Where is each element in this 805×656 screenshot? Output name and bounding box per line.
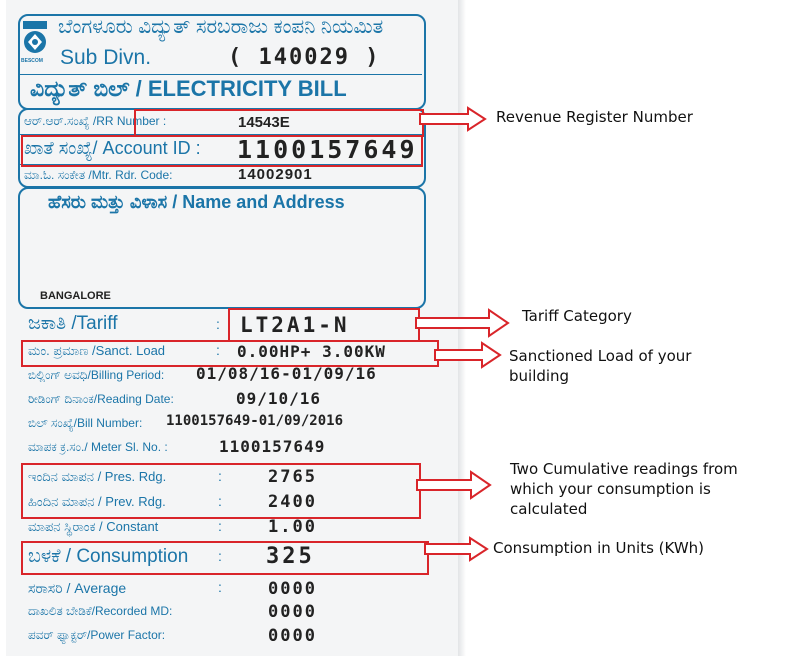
billing-period-value: 01/08/16-01/09/16 (196, 364, 377, 383)
recorded-md-value: 0000 (268, 602, 317, 622)
average-label: ಸರಾಸರಿ / Average (28, 580, 127, 596)
billing-period-label: ಬಿಲ್ಲಿಂಗ್ ಅವಧಿ/Billing Period: (28, 368, 165, 382)
bill-title-kannada: ವಿದ್ಯುತ್ ಬಿಲ್ (30, 76, 130, 101)
tariff-annotation: Tariff Category (522, 307, 632, 325)
tariff-label: ಜಕಾತಿ /Tariff (28, 313, 118, 334)
previous-reading-colon: : (218, 493, 222, 509)
previous-reading-value: 2400 (268, 492, 317, 512)
readings-annotation-line-3: calculated (510, 500, 588, 518)
rr-number-label: ಆರ್.ಆರ್.ಸಂಖ್ಯೆ /RR Number : (24, 114, 167, 128)
bill-number-label: ಬಿಲ್ ಸಂಖ್ಯೆ/Bill Number: (28, 416, 143, 430)
readings-arrow-icon (417, 472, 490, 498)
sanctioned-load-annotation (509, 346, 691, 386)
name-address-heading-kannada: ಹೆಸರು ಮತ್ತು ವಿಳಾಸ (48, 192, 168, 212)
present-reading-label: ಇಂದಿನ ಮಾಪನ / Pres. Rdg. (28, 469, 167, 484)
power-factor-label: ಪವರ್ ಫ್ಯಾಕ್ಟರ್/Power Factor: (28, 628, 166, 642)
readings-annotation-line-2: which your consumption is (510, 480, 711, 498)
subdivision-label: Sub Divn. (60, 46, 152, 69)
average-value: 0000 (268, 579, 317, 599)
meter-serial-value: 1100157649 (219, 437, 326, 456)
reading-date-value: 09/10/16 (236, 389, 322, 408)
rr-arrow-icon (420, 108, 485, 130)
constant-label: ಮಾಪನ ಸ್ಥಿರಾಂಕ / Constant (28, 519, 159, 534)
power-factor-value: 0000 (268, 626, 317, 646)
consumption-annotation: Consumption in Units (KWh) (493, 539, 705, 557)
company-name-kannada: ಬೆಂಗಳೂರು ವಿದ್ಯುತ್ ಸರಬರಾಜು ಕಂಪನಿ ನಿಯಮಿತ (58, 16, 384, 38)
tariff-colon: : (216, 316, 220, 332)
sanctioned-load-colon: : (216, 342, 220, 358)
bill-title-english: / ELECTRICITY BILL (129, 76, 347, 101)
sanctioned-load-value: 0.00HP+ 3.00KW (237, 342, 386, 361)
consumption-value: 325 (266, 544, 315, 569)
constant-value: 1.00 (268, 517, 317, 537)
average-colon: : (218, 579, 222, 595)
logo-text: BESCOM (21, 58, 43, 64)
address-city: BANGALORE (40, 290, 111, 302)
account-id-label: ಖಾತೆ ಸಂಖ್ಯೆ/ Account ID : (24, 138, 201, 158)
present-reading-colon: : (218, 468, 222, 484)
readings-annotation-line-1: Two Cumulative readings from (510, 460, 738, 478)
previous-reading-label: ಹಿಂದಿನ ಮಾಪನ / Prev. Rdg. (28, 494, 166, 509)
consumption-arrow-icon (425, 538, 487, 560)
consumption-label: ಬಳಕೆ / Consumption (28, 546, 189, 567)
consumption-colon: : (218, 548, 222, 564)
constant-colon: : (218, 518, 222, 534)
rr-number-value: 14543E (238, 114, 290, 131)
account-id-value: 1100157649 (237, 135, 418, 164)
name-address-heading-english: / Name and Address (167, 192, 345, 212)
sanctioned-load-arrow-icon (435, 343, 500, 367)
sanctioned-load-annotation-line-1: Sanctioned Load of your (509, 347, 692, 365)
tariff-arrow-icon (416, 310, 508, 336)
reading-date-label: ರೀಡಿಂಗ್ ದಿನಾಂಕ/Reading Date: (28, 392, 174, 406)
meter-reader-code-value: 14002901 (238, 166, 313, 183)
readings-annotation (510, 459, 738, 519)
tariff-value: LT2A1-N (240, 313, 350, 337)
sanctioned-load-annotation-line-2: building (509, 367, 570, 385)
rr-annotation: Revenue Register Number (496, 108, 693, 126)
present-reading-value: 2765 (268, 467, 317, 487)
subdivision-code: ( 140029 ) (228, 45, 381, 70)
meter-serial-label: ಮಾಪಕ ಕ್ರ.ಸಂ./ Meter Sl. No. : (28, 440, 168, 454)
recorded-md-label: ದಾಖಲಿತ ಬೇಡಿಕೆ/Recorded MD: (28, 604, 173, 618)
meter-reader-code-label: ಮಾ.ಓ. ಸಂಕೇತ /Mtr. Rdr. Code: (24, 168, 173, 182)
sanctioned-load-label: ಮಂ. ಪ್ರಮಾಣ /Sanct. Load (28, 343, 166, 358)
bill-number-value: 1100157649-01/09/2016 (166, 413, 344, 429)
